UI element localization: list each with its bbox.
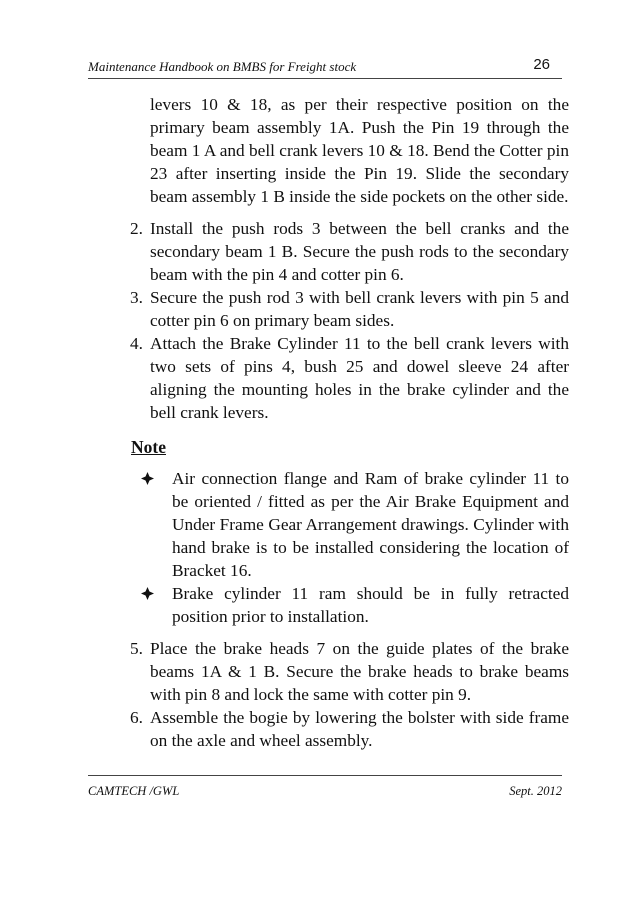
step-text: Install the push rods 3 between the bell cranks and the secondary beam 1 B. Secure the push rods to the secondary beam with the pin 4 and cotter pin 6.: [150, 219, 569, 284]
note-heading: Note: [131, 437, 166, 457]
note-list: [0, 467, 638, 628]
procedure-step: [130, 286, 569, 332]
procedure-steps-list: [0, 217, 638, 424]
page-footer: [88, 775, 562, 804]
note-item-text: Air connection flange and Ram of brake cylinder 11 to be oriented / fitted as per the Air Brake Equipment and Under Frame Gear Arrangement drawings. Cylinder with hand brake is to be installed considering the location of Bracket 16.: [172, 469, 569, 580]
header-title: Maintenance Handbook on BMBS for Freight stock: [88, 59, 357, 74]
page-header: [88, 56, 562, 79]
step-number: 2.: [130, 219, 143, 238]
step-text: Attach the Brake Cylinder 11 to the bell crank levers with two sets of pins 4, bush 25 and dowel sleeve 24 after aligning the mounting holes in the brake cylinder and the bell crank levers.: [150, 334, 569, 422]
continuation-paragraph: levers 10 & 18, as per their respective position on the primary beam assembly 1A. Push the Pin 19 through the beam 1 A and bell crank levers 10 & 18. Bend the Cotter pin 23 after inserting inside the Pin 19. Slide the secondary beam assembly 1 B inside the side pockets on the other side.: [150, 95, 569, 206]
diamond-bullet-icon: [141, 587, 154, 600]
procedure-step: [130, 637, 569, 706]
footer-organization: CAMTECH /GWL: [88, 784, 180, 798]
footer-date: Sept. 2012: [509, 784, 562, 798]
procedure-steps-list-continued: [0, 637, 638, 752]
page-number: 26: [533, 56, 550, 73]
procedure-step: [130, 706, 569, 752]
procedure-step: [130, 217, 569, 286]
note-item: [172, 467, 569, 582]
procedure-step: [130, 332, 569, 424]
step-text: Secure the push rod 3 with bell crank levers with pin 5 and cotter pin 6 on primary beam sides.: [150, 288, 569, 330]
step-text: Assemble the bogie by lowering the bolster with side frame on the axle and wheel assembly.: [150, 708, 569, 750]
step-number: 4.: [130, 334, 143, 353]
main-content: [0, 93, 638, 752]
step-number: 5.: [130, 639, 143, 658]
note-item: [172, 582, 569, 628]
step-number: 3.: [130, 288, 143, 307]
step-text: Place the brake heads 7 on the guide plates of the brake beams 1A & 1 B. Secure the brake heads to brake beams with pin 8 and lock the same with cotter pin 9.: [150, 639, 569, 704]
note-item-text: Brake cylinder 11 ram should be in fully retracted position prior to installation.: [172, 584, 569, 626]
diamond-bullet-icon: [141, 472, 154, 485]
step-number: 6.: [130, 708, 143, 727]
